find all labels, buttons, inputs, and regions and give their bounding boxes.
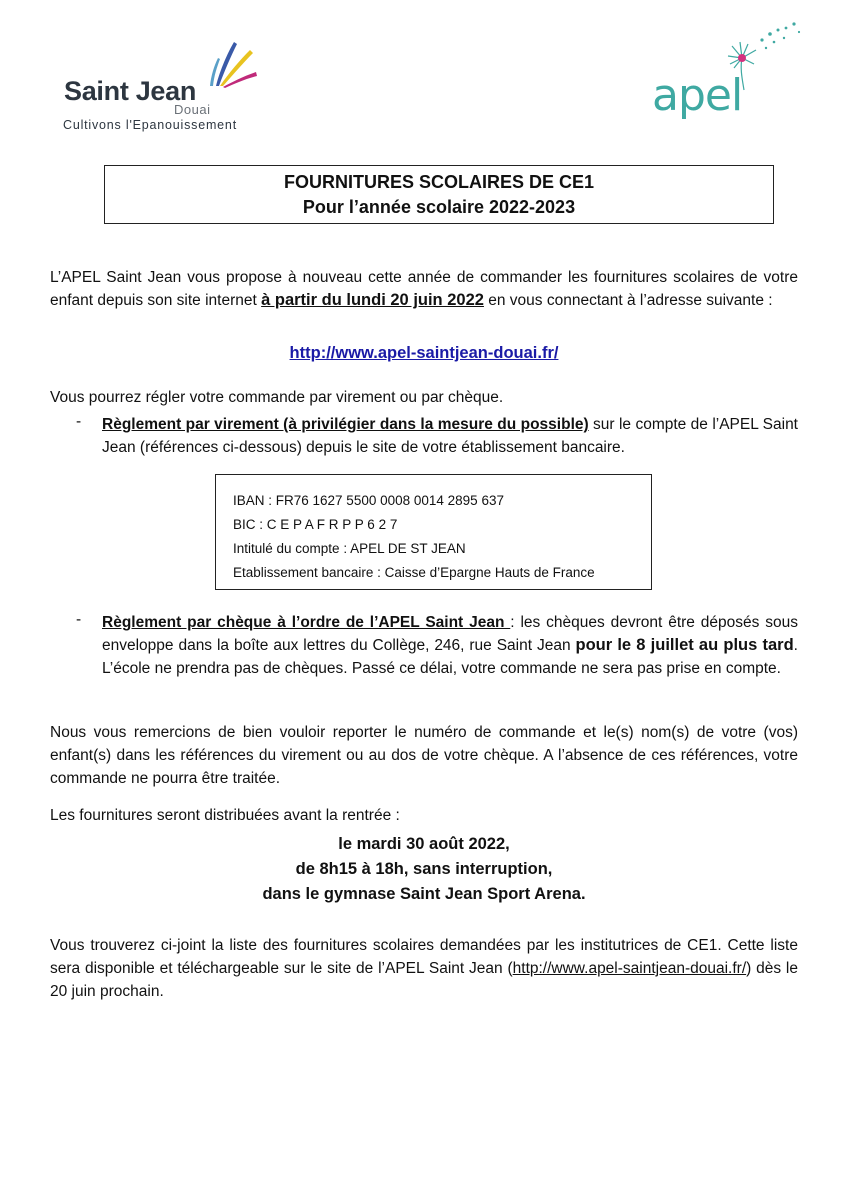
website-link[interactable]: http://www.apel-saintjean-douai.fr/ <box>289 344 559 362</box>
cheque-text-1: : les chèques devront être déposés sous enveloppe dans la boîte aux lettres du Collège, 246, rue Saint Jean <box>102 614 798 654</box>
apel-logo <box>644 18 804 128</box>
closing-link[interactable]: http://www.apel-saintjean-douai.fr/ <box>512 960 747 977</box>
cheque-text-2: . L’école ne prendra pas de chèques. Passé ce délai, votre commande ne sera pas prise en compte. <box>102 637 798 677</box>
iban: IBAN : FR76 1627 5500 0008 0014 2895 637 <box>233 493 504 508</box>
apel-wordmark: apel <box>652 70 743 121</box>
closing-text-1: Vous trouverez ci-joint la liste des fournitures scolaires demandées par les institutrices de CE1. Cette liste sera disponible et téléchargeable sur le site de l’APEL Saint Jean ( <box>50 937 798 977</box>
intro-text-2: en vous connectant à l’adresse suivante : <box>483 292 773 309</box>
bank-name: Etablissement bancaire : Caisse d’Epargne Hauts de France <box>233 565 595 580</box>
intro-text-1: L’APEL Saint Jean vous propose à nouveau cette année de commander les fournitures scolaires de votre enfant depuis son site internet <box>50 269 798 309</box>
title-line-1: FOURNITURES SCOLAIRES DE CE1 <box>283 172 595 192</box>
cheque-deadline: pour le 8 juillet au plus tard <box>575 636 794 654</box>
bullet-dash: - <box>76 611 82 628</box>
intro-paragraph <box>50 266 798 312</box>
school-name: Saint Jean <box>64 76 197 106</box>
color-rays-icon <box>198 38 258 88</box>
virement-text: sur le compte de l’APEL Saint Jean (références ci-dessous) depuis le site de votre établissement bancaire. <box>102 416 798 456</box>
virement-label: Règlement par virement (à privilégier dans la mesure du possible) <box>102 416 589 433</box>
account-name: Intitulé du compte : APEL DE ST JEAN <box>233 541 466 556</box>
school-tagline: Cultivons l'Epanouissement <box>63 118 237 132</box>
virement-paragraph <box>102 413 798 459</box>
bank-details-box <box>215 474 652 590</box>
distribution-hours: de 8h15 à 18h, sans interruption, <box>295 860 553 878</box>
distribution-intro: Les fournitures seront distribuées avant la rentrée : <box>50 807 400 824</box>
payment-intro: Vous pourrez régler votre commande par virement ou par chèque. <box>50 389 504 406</box>
bic: BIC : C E P A F R P P 6 2 7 <box>233 517 398 532</box>
closing-text-2: ) dès le 20 juin prochain. <box>50 960 798 1000</box>
title-line-2: Pour l’année scolaire 2022-2023 <box>302 197 576 217</box>
school-city: Douai <box>174 102 211 117</box>
distribution-date: le mardi 30 août 2022, <box>338 835 510 853</box>
saint-jean-logo <box>58 38 268 134</box>
closing-paragraph <box>50 934 798 1003</box>
bullet-dash: - <box>76 413 82 430</box>
intro-date: à partir du lundi 20 juin 2022 <box>261 291 484 309</box>
cheque-label: Règlement par chèque à l’ordre de l’APEL Saint Jean <box>102 614 511 631</box>
cheque-paragraph <box>102 611 798 680</box>
distribution-place: dans le gymnase Saint Jean Sport Arena. <box>262 885 586 903</box>
reference-note: Nous vous remercions de bien vouloir reporter le numéro de commande et le(s) nom(s) de votre (vos) enfant(s) dans les références du virement ou au dos de votre chèque. A l’absence de ces références, votre commande ne pourra être traitée. <box>50 724 798 787</box>
title-box <box>104 165 774 224</box>
